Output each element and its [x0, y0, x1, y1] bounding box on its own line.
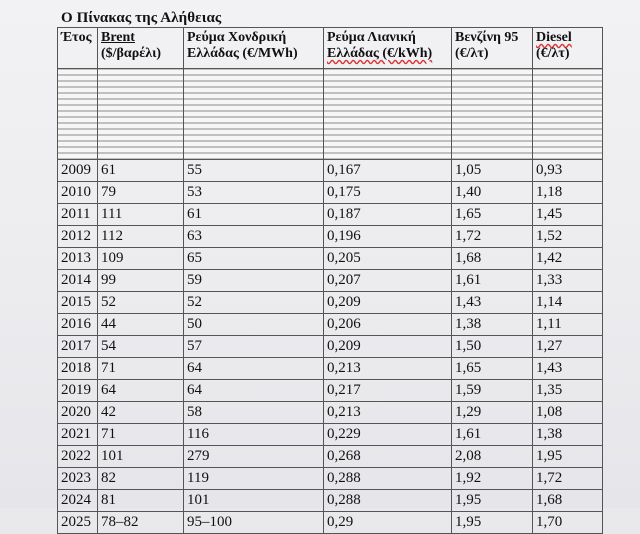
- cell-diesel: 0,93: [533, 160, 603, 182]
- header-wholesale-unit: Ελλάδας (€/MWh): [187, 46, 298, 61]
- header-wholesale: [184, 28, 324, 69]
- table-row: [58, 446, 603, 468]
- table-row: [58, 226, 603, 248]
- cell-year: 2024: [58, 490, 98, 512]
- table-row: [58, 182, 603, 204]
- cell-petrol: 1,61: [452, 424, 533, 446]
- price-table: [57, 27, 603, 534]
- cell-wholesale: 53: [184, 182, 324, 204]
- table-row: [58, 336, 603, 358]
- cell-retail: 0,167: [324, 160, 452, 182]
- cell-retail: 0,187: [324, 204, 452, 226]
- cell-year: 2025: [58, 512, 98, 534]
- cell-year: 2018: [58, 358, 98, 380]
- cell-diesel: 1,18: [533, 182, 603, 204]
- cell-brent: 71: [98, 424, 184, 446]
- header-petrol-unit: (€/λτ): [455, 46, 489, 61]
- cell-petrol: 2,08: [452, 446, 533, 468]
- cell-diesel: 1,68: [533, 490, 603, 512]
- cell-petrol: 1,29: [452, 402, 533, 424]
- cell-petrol: 1,40: [452, 182, 533, 204]
- cell-brent: 44: [98, 314, 184, 336]
- cell-diesel: 1,52: [533, 226, 603, 248]
- cell-brent: 112: [98, 226, 184, 248]
- cell-wholesale: 65: [184, 248, 324, 270]
- header-wholesale-label: Ρεύμα Χονδρική: [187, 30, 287, 45]
- cell-diesel: 1,72: [533, 468, 603, 490]
- cell-petrol: 1,95: [452, 512, 533, 534]
- cell-petrol: 1,38: [452, 314, 533, 336]
- cell-brent: 42: [98, 402, 184, 424]
- cell-diesel: 1,14: [533, 292, 603, 314]
- cell-retail: 0,229: [324, 424, 452, 446]
- cell-retail: 0,288: [324, 468, 452, 490]
- cell-brent: 78–82: [98, 512, 184, 534]
- cell-retail: 0,268: [324, 446, 452, 468]
- cell-wholesale: 58: [184, 402, 324, 424]
- table-row: [58, 204, 603, 226]
- cell-petrol: 1,50: [452, 336, 533, 358]
- table-header-row: [58, 28, 603, 69]
- table-row: [58, 160, 603, 182]
- cell-retail: 0,196: [324, 226, 452, 248]
- cell-diesel: 1,27: [533, 336, 603, 358]
- cell-petrol: 1,72: [452, 226, 533, 248]
- cell-diesel: 1,38: [533, 424, 603, 446]
- header-retail-unit: Ελλάδας (€/kWh): [327, 46, 433, 61]
- header-retail: [324, 28, 452, 69]
- cell-brent: 64: [98, 380, 184, 402]
- cell-diesel: 1,33: [533, 270, 603, 292]
- header-brent-label: Brent: [101, 30, 135, 45]
- cell-brent: 79: [98, 182, 184, 204]
- cell-retail: 0,206: [324, 314, 452, 336]
- cell-retail: 0,175: [324, 182, 452, 204]
- header-petrol: [452, 28, 533, 69]
- cell-wholesale: 279: [184, 446, 324, 468]
- cell-year: 2023: [58, 468, 98, 490]
- cell-wholesale: 61: [184, 204, 324, 226]
- cell-year: 2019: [58, 380, 98, 402]
- cell-petrol: 1,68: [452, 248, 533, 270]
- cell-retail: 0,207: [324, 270, 452, 292]
- cell-wholesale: 119: [184, 468, 324, 490]
- header-diesel: [533, 28, 603, 69]
- cell-retail: 0,288: [324, 490, 452, 512]
- cell-brent: 71: [98, 358, 184, 380]
- cell-brent: 109: [98, 248, 184, 270]
- header-petrol-label: Βενζίνη 95: [455, 30, 519, 45]
- table-row: [58, 490, 603, 512]
- cell-diesel: 1,08: [533, 402, 603, 424]
- cell-year: 2012: [58, 226, 98, 248]
- cell-diesel: 1,43: [533, 358, 603, 380]
- cell-year: 2014: [58, 270, 98, 292]
- cell-wholesale: 57: [184, 336, 324, 358]
- cell-wholesale: 64: [184, 358, 324, 380]
- cell-year: 2016: [58, 314, 98, 336]
- cell-wholesale: 116: [184, 424, 324, 446]
- cell-retail: 0,213: [324, 402, 452, 424]
- cell-petrol: 1,59: [452, 380, 533, 402]
- cell-petrol: 1,43: [452, 292, 533, 314]
- cell-wholesale: 95–100: [184, 512, 324, 534]
- cell-wholesale: 52: [184, 292, 324, 314]
- cell-wholesale: 101: [184, 490, 324, 512]
- cell-year: 2009: [58, 160, 98, 182]
- cell-year: 2011: [58, 204, 98, 226]
- table-row: [58, 468, 603, 490]
- header-year-label: Έτος: [61, 30, 92, 45]
- cell-year: 2015: [58, 292, 98, 314]
- cell-petrol: 1,61: [452, 270, 533, 292]
- cell-year: 2013: [58, 248, 98, 270]
- table-row: [58, 270, 603, 292]
- cell-retail: 0,29: [324, 512, 452, 534]
- cell-brent: 99: [98, 270, 184, 292]
- cell-year: 2010: [58, 182, 98, 204]
- cell-retail: 0,213: [324, 358, 452, 380]
- header-diesel-unit: (€/λτ): [536, 46, 570, 61]
- cell-wholesale: 64: [184, 380, 324, 402]
- cell-brent: 52: [98, 292, 184, 314]
- cell-wholesale: 63: [184, 226, 324, 248]
- cell-petrol: 1,05: [452, 160, 533, 182]
- cell-brent: 111: [98, 204, 184, 226]
- cell-brent: 61: [98, 160, 184, 182]
- cell-wholesale: 50: [184, 314, 324, 336]
- cell-retail: 0,217: [324, 380, 452, 402]
- cell-petrol: 1,95: [452, 490, 533, 512]
- table-row: [58, 402, 603, 424]
- table-row: [58, 248, 603, 270]
- cell-year: 2022: [58, 446, 98, 468]
- cell-brent: 81: [98, 490, 184, 512]
- table-body: [58, 160, 603, 534]
- cell-diesel: 1,95: [533, 446, 603, 468]
- cell-petrol: 1,92: [452, 468, 533, 490]
- cell-retail: 0,205: [324, 248, 452, 270]
- table-row: [58, 512, 603, 534]
- header-diesel-label: Diesel: [536, 30, 572, 45]
- cell-petrol: 1,65: [452, 204, 533, 226]
- cell-petrol: 1,65: [452, 358, 533, 380]
- table-gap-row: [58, 69, 603, 160]
- header-year: [58, 28, 98, 69]
- table-row: [58, 314, 603, 336]
- cell-retail: 0,209: [324, 292, 452, 314]
- table-row: [58, 358, 603, 380]
- header-retail-label: Ρεύμα Λιανική: [327, 30, 416, 45]
- header-brent: [98, 28, 184, 69]
- cell-year: 2017: [58, 336, 98, 358]
- document-title: Ο Πίνακας της Αλήθειας: [61, 10, 222, 26]
- cell-brent: 54: [98, 336, 184, 358]
- cell-brent: 101: [98, 446, 184, 468]
- table-row: [58, 292, 603, 314]
- cell-diesel: 1,35: [533, 380, 603, 402]
- cell-retail: 0,209: [324, 336, 452, 358]
- header-brent-unit: ($/βαρέλι): [101, 46, 162, 61]
- cell-diesel: 1,11: [533, 314, 603, 336]
- cell-wholesale: 55: [184, 160, 324, 182]
- cell-year: 2021: [58, 424, 98, 446]
- table-row: [58, 380, 603, 402]
- cell-diesel: 1,70: [533, 512, 603, 534]
- cell-diesel: 1,45: [533, 204, 603, 226]
- table-row: [58, 424, 603, 446]
- cell-brent: 82: [98, 468, 184, 490]
- cell-diesel: 1,42: [533, 248, 603, 270]
- cell-year: 2020: [58, 402, 98, 424]
- cell-wholesale: 59: [184, 270, 324, 292]
